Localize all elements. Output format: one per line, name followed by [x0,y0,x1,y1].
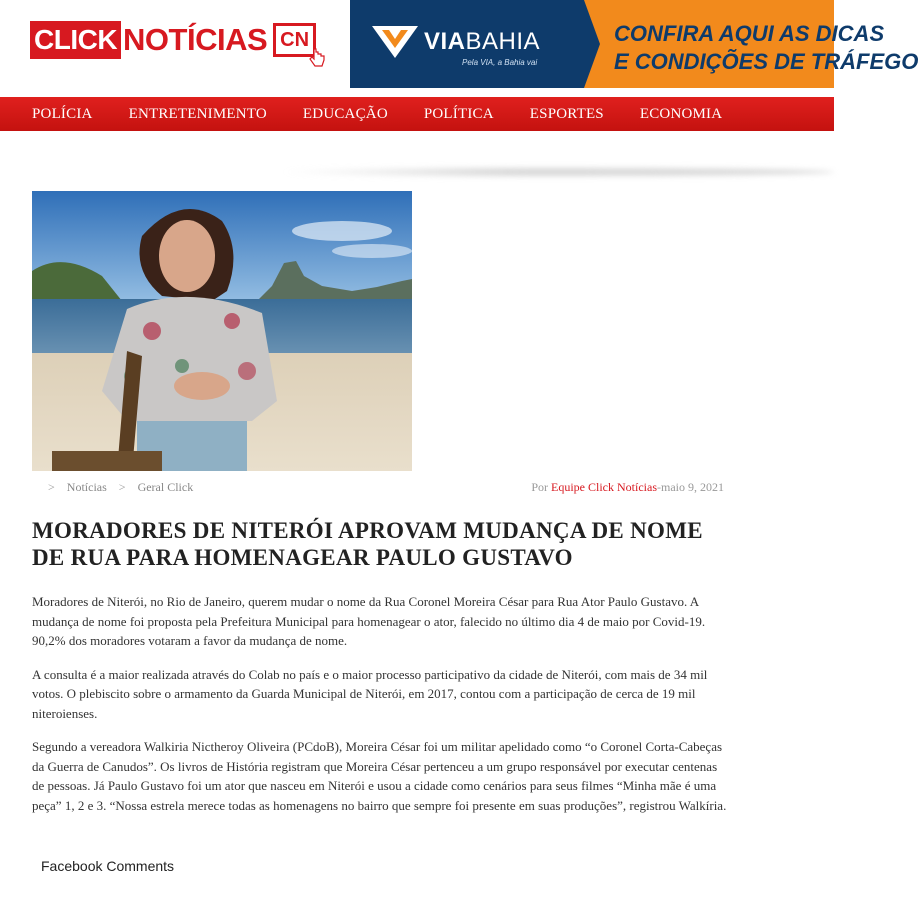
nav-item-economia[interactable]: ECONOMIA [639,105,723,122]
article-body [32,592,732,829]
nav-item-politica[interactable]: POLÍTICA [423,105,494,122]
header-shadow-divider [280,168,834,176]
breadcrumb-separator: > [48,480,55,494]
banner-tagline: Pela VIA, a Bahia vai [462,58,538,67]
nav-item-esportes[interactable]: ESPORTES [529,105,604,122]
article-featured-image [32,191,412,471]
logo-click-text: CLICK [30,21,121,59]
banner-divider-arrow [584,0,600,88]
site-logo[interactable] [30,18,316,62]
logo-cn-text: CN [280,29,310,51]
nav-item-policia[interactable]: POLÍCIA [32,105,93,122]
facebook-comments-heading: Facebook Comments [41,858,175,874]
article-paragraph: Segundo a vereadora Walkiria Nictheroy Oliveira (PCdoB), Moreira César foi um militar apelidado como “o Coronel Corta-Cabeças da Guerra de Canudos”. Os livros de História registram que Moreira César pertenceu a um grupo responsável por executar centenas de pessoas. Já Paulo Gustavo foi um ator que nasceu em Niterói e usou a cidade como cenários para seus filmes “Minha mãe é uma peça” 1, 2 e 3. “Nossa estrela merece todas as homenagens no bairro que sempre foi presente em suas produções”, registrou Walkíria. [32,739,727,813]
byline-prefix: Por [531,480,549,494]
breadcrumb-geral-click[interactable]: Geral Click [137,480,194,494]
article-byline [531,480,724,495]
logo-cn-badge [273,23,316,57]
logo-noticias-text: NOTÍCIAS [123,22,268,57]
banner-brand-panel [350,0,584,88]
breadcrumb-noticias[interactable]: Notícias [66,480,107,494]
article-paragraph: Moradores de Niterói, no Rio de Janeiro, querem mudar o nome da Rua Coronel Moreira César para Rua Ator Paulo Gustavo. A mudança de nome foi proposta pela Prefeitura Municipal para homenagear o ator, falecido no último dia 4 de maio por Covid-19. 90,2% dos moradores votaram a favor da mudança de nome. [32,594,706,648]
banner-cta-line2: E CONDIÇÕES DE TRÁFEGO [614,49,918,74]
banner-brand [424,28,540,56]
banner-cta [614,20,918,76]
hand-cursor-icon [309,48,325,68]
viabahia-ad-banner[interactable] [350,0,918,88]
banner-cta-line1: CONFIRA AQUI AS DICAS [614,21,885,46]
viabahia-logo-icon [372,26,418,58]
banner-brand-suffix: BAHIA [465,28,541,55]
nav-item-entretenimento[interactable]: ENTRETENIMENTO [128,105,267,122]
main-nav [0,97,834,131]
article-title: MORADORES DE NITERÓI APROVAM MUDANÇA DE NOME DE RUA PARA HOMENAGEAR PAULO GUSTAVO [32,518,703,570]
byline-author-link[interactable]: Equipe Click Notícias [551,480,657,494]
nav-item-educacao[interactable]: EDUCAÇÃO [302,105,388,122]
breadcrumb-separator: > [118,480,126,494]
banner-cta-panel [584,0,918,88]
breadcrumb [48,480,193,495]
banner-brand-prefix: VIA [424,28,466,55]
byline-date: -maio 9, 2021 [657,480,724,494]
site-header [0,0,918,96]
article-paragraph: A consulta é a maior realizada através do Colab no país e o maior processo participativo da cidade de Niterói, com mais de 34 mil votos. O plebiscito sobre o armamento da Guarda Municipal de Niterói, em 2017, contou com a participação de cerca de 19 mil niteroienses. [32,666,708,721]
article-photo-illustration [32,191,412,471]
